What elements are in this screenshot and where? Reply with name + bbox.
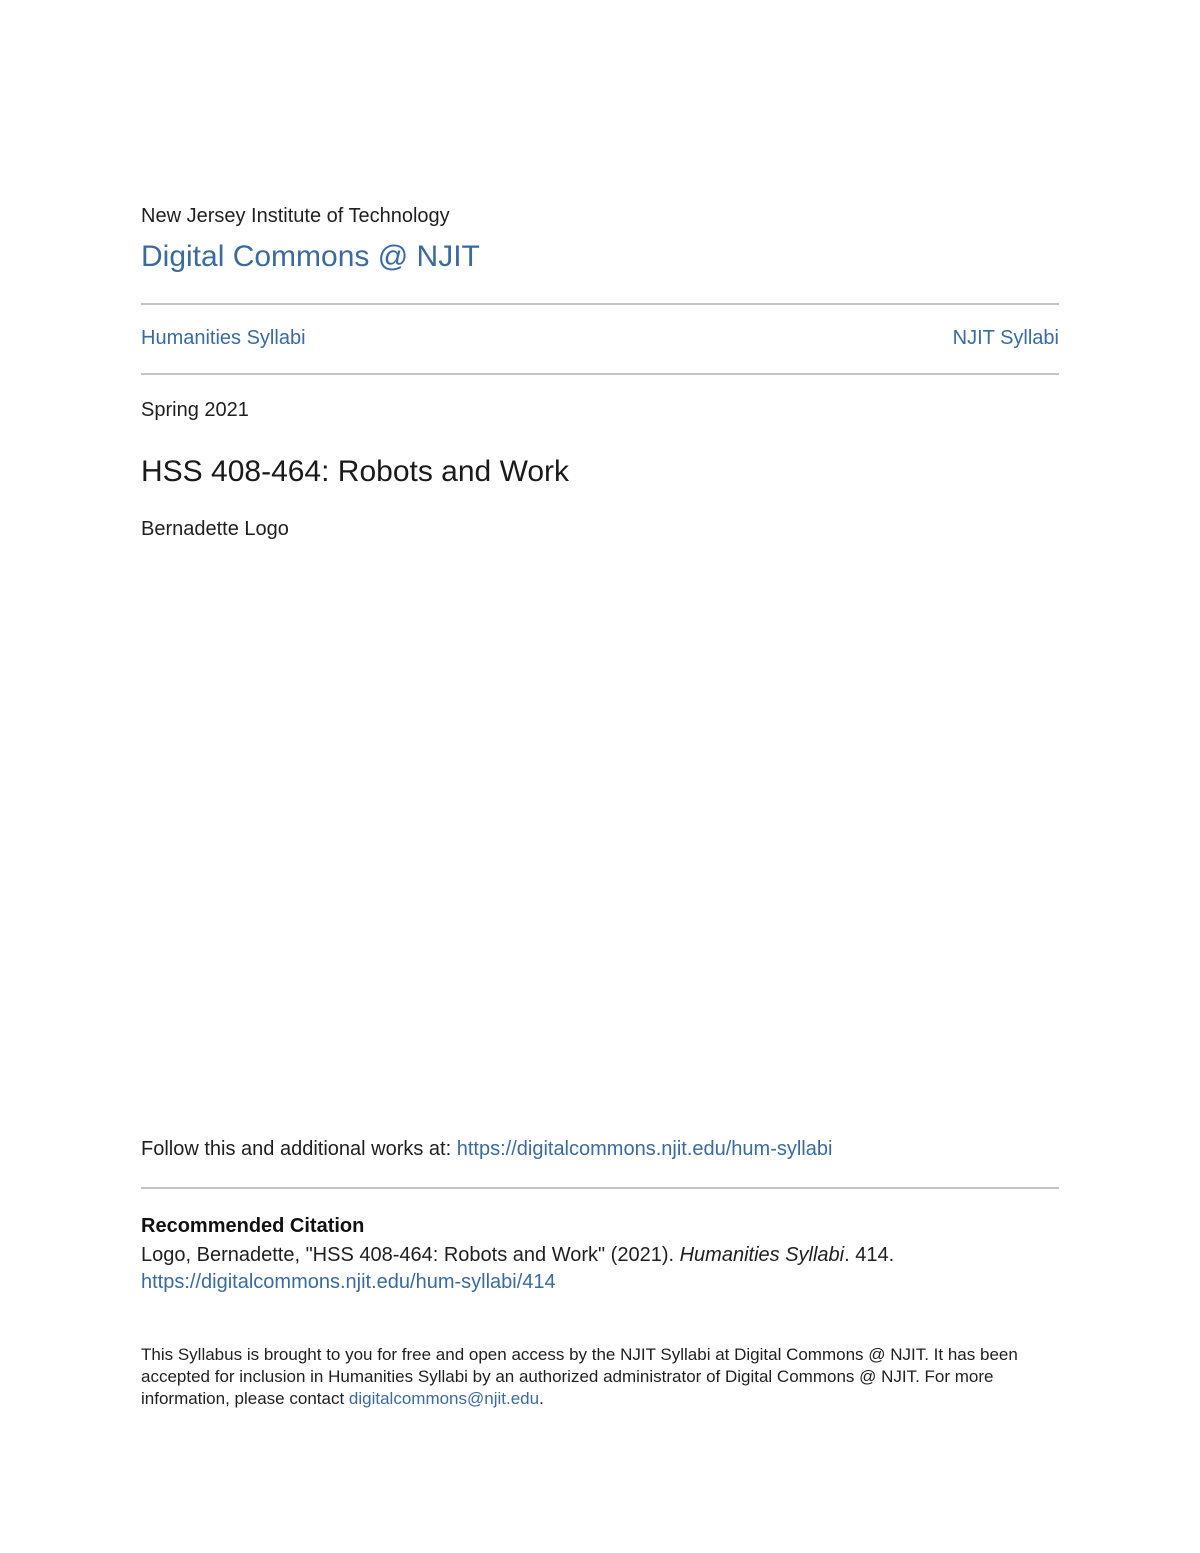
citation-series: Humanities Syllabi (679, 1244, 845, 1266)
citation-divider (141, 1187, 1059, 1189)
citation-link[interactable]: https://digitalcommons.njit.edu/hum-syllabi/414 (141, 1271, 556, 1293)
institution-name: New Jersey Institute of Technology (141, 205, 450, 227)
citation-text-after: . 414. (844, 1244, 895, 1266)
document-title: HSS 408-464: Robots and Work (141, 455, 570, 488)
contact-email-link[interactable]: digitalcommons@njit.edu (348, 1389, 540, 1408)
citation-heading: Recommended Citation (141, 1215, 365, 1237)
follow-line (141, 1138, 832, 1161)
access-notice (141, 1344, 1041, 1410)
follow-link[interactable]: https://digitalcommons.njit.edu/hum-syllabi (456, 1138, 833, 1160)
citation-text-before: Logo, Bernadette, "HSS 408-464: Robots and Work" (2021). (141, 1244, 680, 1266)
follow-prefix: Follow this and additional works at: (141, 1138, 457, 1160)
document-date: Spring 2021 (141, 399, 249, 421)
collection-divider (141, 373, 1059, 375)
notice-text: This Syllabus is brought to you for free and open access by the NJIT Syllabi at Digital Commons @ NJIT. It has been accepted for inclusion in Humanities Syllabi by an authorized administrator of Digital Commons @ NJIT. For more information, please contact (141, 1345, 1018, 1408)
document-author: Bernadette Logo (141, 518, 289, 540)
top-divider (141, 303, 1059, 305)
collection-link-humanities[interactable]: Humanities Syllabi (141, 327, 306, 349)
repository-title-link[interactable]: Digital Commons @ NJIT (141, 240, 480, 273)
notice-end: . (539, 1389, 544, 1408)
collection-link-njit[interactable]: NJIT Syllabi (952, 327, 1059, 349)
citation-text (141, 1244, 894, 1267)
